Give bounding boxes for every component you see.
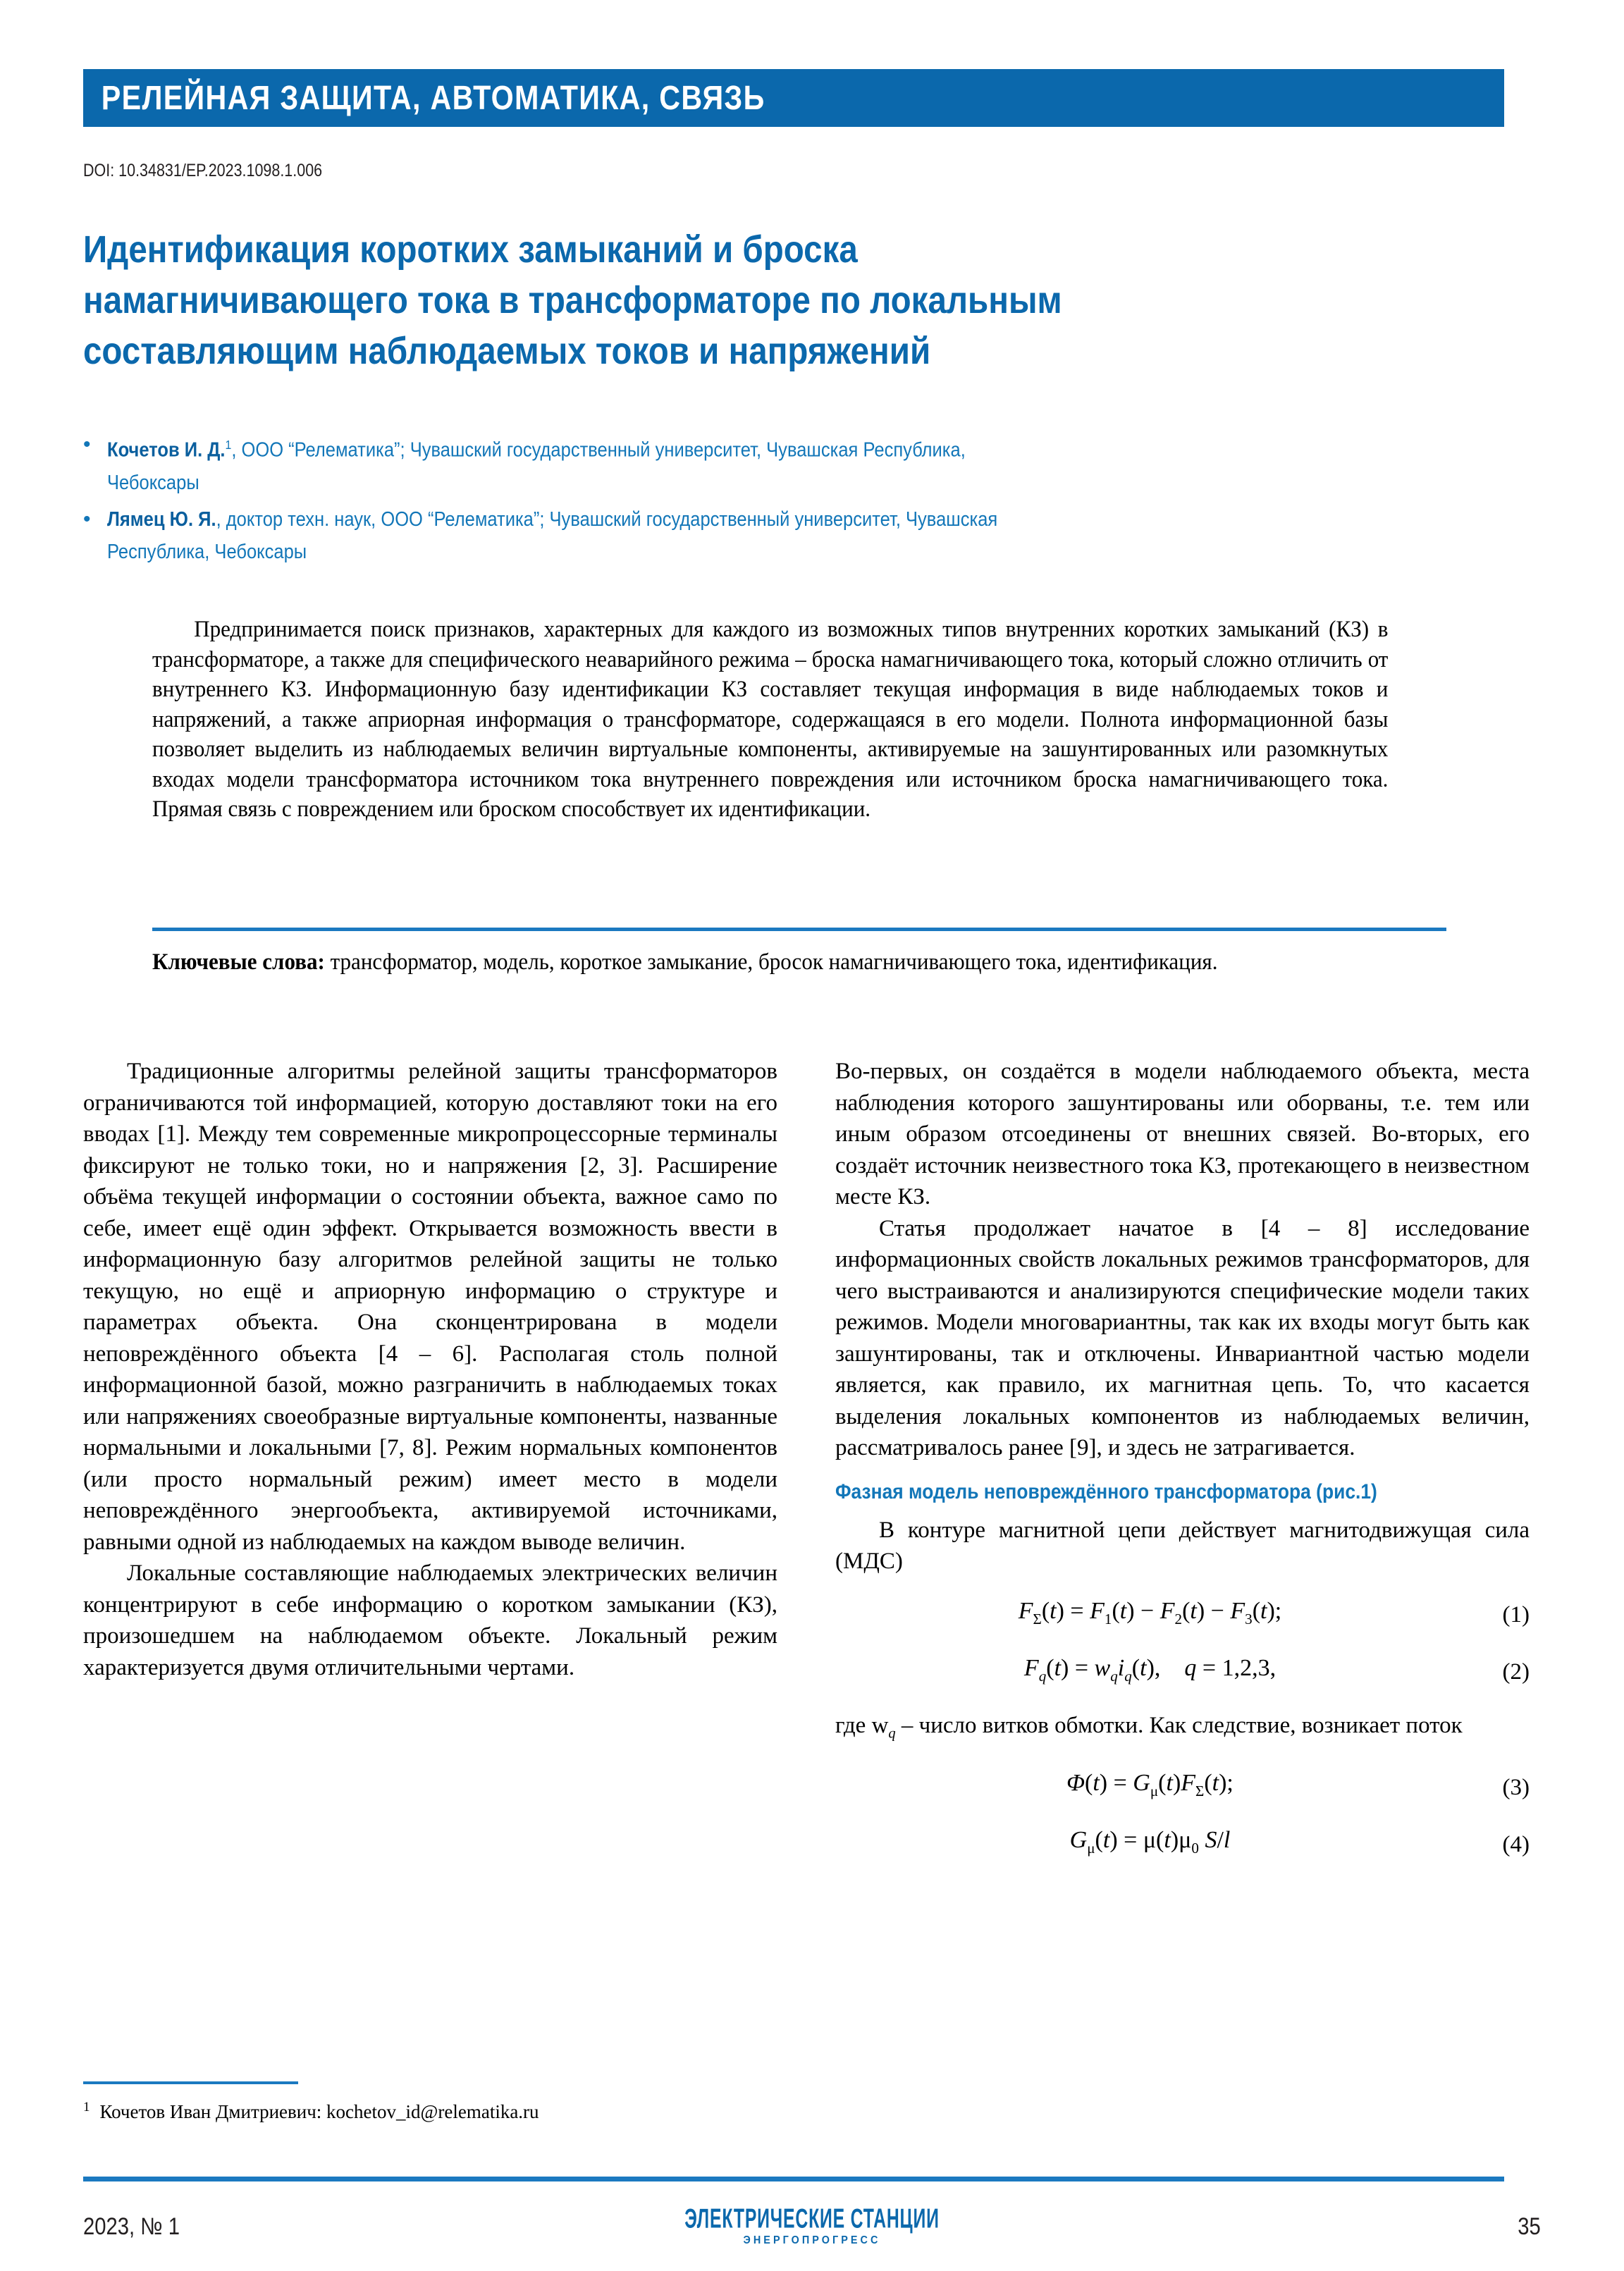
paragraph: В контуре магнитной цепи действует магнитодвижущая сила (МДС) (835, 1517, 1530, 1574)
equation-2-body: $F_q(t) = w_qi_q(t)$, q = 1,2,3, (1023, 1654, 1277, 1685)
author-affiliation-1: , ООО “Релематика”; Чувашский государственный университет, Чувашская Республика, (231, 438, 966, 462)
author-entry (83, 429, 1514, 499)
equation-2 (835, 1653, 1530, 1692)
keywords-text: трансформатор, модель, короткое замыкание, бросок намагничивающего тока, идентификация. (324, 949, 1218, 975)
footnote-text: Кочетов Иван Дмитриевич: kochetov_id@relematika.ru (99, 2101, 539, 2122)
author-entry (83, 503, 1514, 568)
paragraph-after-eq2: где $w_q$ – число витков обмотки. Как следствие, возникает поток (835, 1713, 1463, 1742)
author-list (83, 429, 1514, 572)
author-name: Кочетов И. Д. (107, 438, 226, 462)
body-column-left (83, 1056, 777, 1683)
footnote (83, 2095, 788, 2124)
keywords-label: Ключевые слова: (152, 949, 325, 975)
equation-3 (835, 1768, 1530, 1807)
equation-4 (835, 1825, 1530, 1864)
abstract-text: Предпринимается поиск признаков, характерных для каждого из возможных типов внутренних коротких замыканий (КЗ) в трансформаторе, а также для специфического неаварийного режима – броска намагничивающего тока, который сложно отличить от внутреннего КЗ. Информационную базу идентификации КЗ составляет текущая информация в виде наблюдаемых токов и напряжений, а также априорная информация о трансформаторе, содержащаяся в его модели. Полнота информационной базы позволяет выделить из наблюдаемых величин виртуальные компоненты, активируемые на зашунтированных или разомкнутых входах модели трансформатора источником тока внутреннего повреждения или источником броска намагничивающего тока. Прямая связь с повреждением или броском способствует их идентификации. (152, 617, 1389, 822)
equation-1-number: (1) (1502, 1601, 1530, 1627)
rubric-banner (83, 69, 1504, 127)
author-line-2: Чебоксары (107, 471, 199, 494)
doi-text: DOI: 10.34831/EP.2023.1098.1.006 (83, 161, 323, 180)
author-line-1 (107, 429, 1345, 467)
bullet-icon: • (83, 507, 91, 531)
paragraph-after-eq2-a: где w (835, 1713, 889, 1739)
equation-3-number: (3) (1502, 1774, 1530, 1800)
author-name: Лямец Ю. Я. (107, 507, 216, 531)
body-column-right (835, 1056, 1530, 1883)
page-title (83, 224, 1535, 376)
equation-4-number: (4) (1502, 1831, 1530, 1857)
title-line-3: составляющим наблюдаемых токов и напряжений (83, 330, 931, 373)
bullet-icon: • (83, 433, 91, 456)
page-number: 35 (1518, 2213, 1541, 2240)
equation-1 (835, 1596, 1530, 1635)
footnote-marker: 1 (83, 2100, 90, 2115)
author-line-2: Республика, Чебоксары (107, 540, 307, 563)
journal-logo-main: ЭЛЕКТРИЧЕСКИЕ СТАНЦИИ (684, 2203, 940, 2234)
section-heading: Фазная модель неповреждённого трансформатора (рис.1) (835, 1479, 1377, 1503)
author-body (107, 429, 1514, 499)
journal-logo-sub: ЭНЕРГОПРОГРЕСС (743, 2234, 881, 2246)
author-line-1 (107, 503, 1345, 536)
author-body (107, 503, 1514, 568)
equation-1-body: $F_\Sigma(t) = F_1(t) - F_2(t) - F_3(t)$; (1018, 1597, 1282, 1627)
footnote-divider (83, 2081, 298, 2084)
equation-4-body: $G_\mu(t) = \mu(t)\mu_0$ S/l (1069, 1827, 1231, 1857)
equation-2-number: (2) (1502, 1659, 1530, 1685)
title-line-2: намагничивающего тока в трансформаторе по локальным (83, 279, 1062, 322)
paragraph-after-eq2-b: – число витков обмотки. Как следствие, возникает поток (895, 1713, 1463, 1739)
equation-3-body: $\Phi(t) = G_\mu(t)F_\Sigma(t)$; (1066, 1770, 1234, 1799)
keywords-block (152, 947, 1388, 978)
paragraph: Локальные составляющие наблюдаемых электрических величин концентрируют в себе информацию о коротком замыкании (КЗ), произошедшем на наблюдаемом объекте. Локальный режим характеризуется двумя отличительными чертами. (83, 1561, 777, 1680)
paragraph: Традиционные алгоритмы релейной защиты трансформаторов ограничиваются той информацией, которую доставляют токи на его вводах [1]. Между тем современные микропроцессорные терминалы фиксируют не только токи, но и напряжения [2, 3]. Расширение объёма текущей информации о состоянии объекта, важное само по себе, имеет ещё один эффект. Открывается возможность ввести в информационную базу алгоритмов релейной защиты не только текущую, но ещё и априорную информацию о структуре и параметрах объекта. Она сконцентрирована в модели неповреждённого объекта [4 – 6]. Располагая столь полной информационной базой, можно разграничить в наблюдаемых токах или напряжениях своеобразные виртуальные компоненты, названные нормальными и локальными [7, 8]. Режим нормальных компонентов (или просто нормальный режим) имеет место в модели неповреждённого энергообъекта, активируемой источниками, равными одной из наблюдаемых на каждом выводе величин. (83, 1059, 777, 1555)
footer-divider (83, 2177, 1504, 2181)
abstract-divider (152, 928, 1446, 931)
journal-logo (653, 2205, 971, 2246)
rubric-label: РЕЛЕЙНАЯ ЗАЩИТА, АВТОМАТИКА, СВЯЗЬ (101, 79, 765, 117)
author-footnote-marker: 1 (225, 438, 232, 452)
author-affiliation-1: , доктор техн. наук, ООО “Релематика”; Чувашский государственный университет, Чувашская (216, 507, 998, 531)
paragraph: Статья продолжает начатое в [4 – 8] исследование информационных свойств локальных режимов трансформаторов, для чего выстраиваются и анализируются специфические модели таких режимов. Модели многовариантны, так как их входы могут быть как зашунтированы, так и отключены. Инвариантной частью модели является, как правило, их магнитная цепь. То, что касается выделения локальных компонентов из наблюдаемых величин, рассматривалось ранее [9], и здесь не затрагивается. (835, 1215, 1530, 1460)
paragraph: Во-первых, он создаётся в модели наблюдаемого объекта, места наблюдения которого зашунтированы или оборваны, т.е. тем или иным образом отсоединены от внешних связей. Во-вторых, его создаёт источник неизвестного тока КЗ, протекающего в неизвестном месте КЗ. (835, 1059, 1530, 1210)
footer-issue: 2023, № 1 (83, 2213, 180, 2240)
title-line-1: Идентификация коротких замыканий и броска (83, 228, 858, 271)
